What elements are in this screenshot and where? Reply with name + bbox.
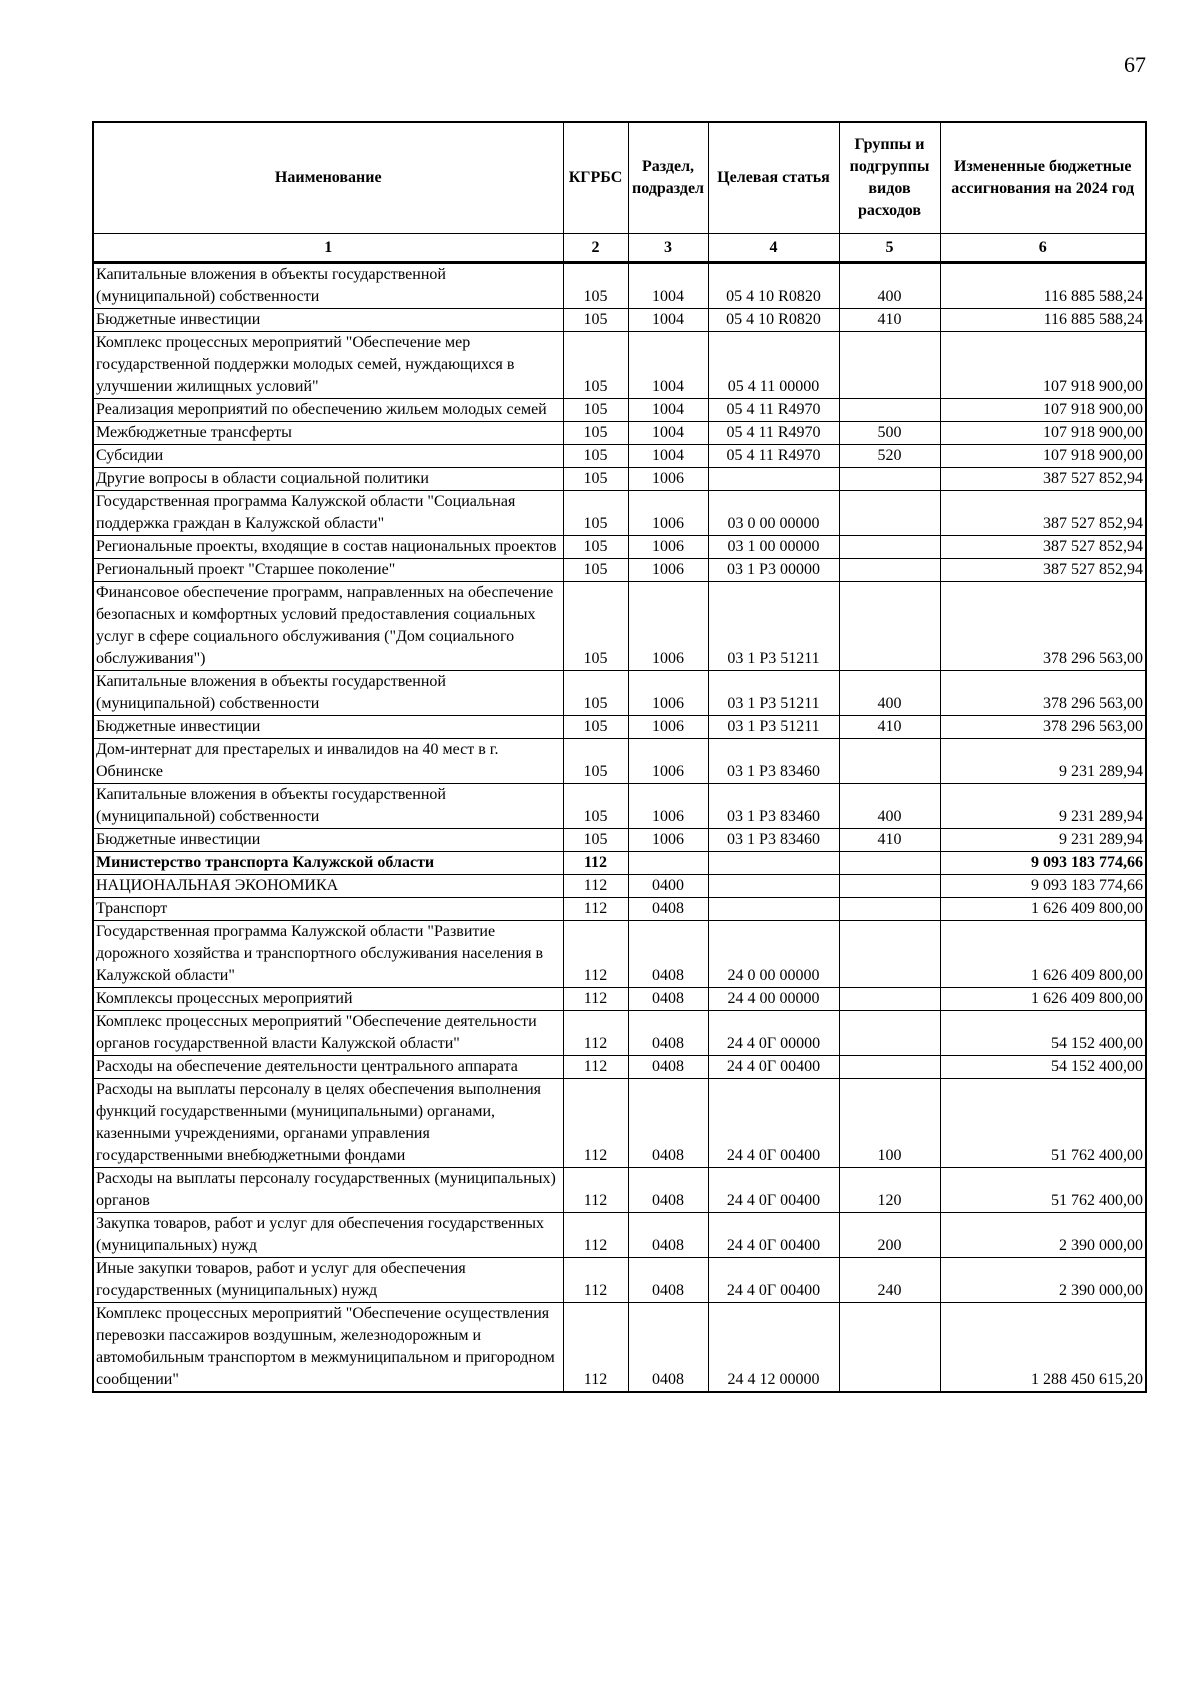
table-row bbox=[93, 988, 1146, 1011]
table-cell-section: 0408 bbox=[628, 988, 708, 1011]
table-cell-kgrbs: 105 bbox=[563, 309, 628, 332]
table-cell-kgrbs: 112 bbox=[563, 1168, 628, 1213]
table-cell-section: 1006 bbox=[628, 716, 708, 739]
table-cell-name: Капитальные вложения в объекты государственной (муниципальной) собственности bbox=[93, 671, 563, 716]
table-cell-group: 410 bbox=[839, 829, 940, 852]
table-cell-section: 1006 bbox=[628, 784, 708, 829]
table-cell-target: 03 1 P3 51211 bbox=[708, 716, 839, 739]
table-cell-target: 24 4 0Г 00400 bbox=[708, 1258, 839, 1303]
table-cell-amount: 107 918 900,00 bbox=[940, 332, 1146, 399]
table-cell-target: 24 4 0Г 00400 bbox=[708, 1168, 839, 1213]
table-cell-section: 1006 bbox=[628, 671, 708, 716]
table-cell-name: Бюджетные инвестиции bbox=[93, 309, 563, 332]
table-cell-group bbox=[839, 332, 940, 399]
table-cell-group bbox=[839, 898, 940, 921]
table-cell-target bbox=[708, 852, 839, 875]
table-row bbox=[93, 263, 1146, 309]
table-cell-section: 1004 bbox=[628, 332, 708, 399]
table-cell-target: 05 4 11 R4970 bbox=[708, 399, 839, 422]
table-cell-amount: 51 762 400,00 bbox=[940, 1168, 1146, 1213]
table-row bbox=[93, 422, 1146, 445]
table-cell-group: 100 bbox=[839, 1079, 940, 1168]
table-cell-name: Комплекс процессных мероприятий "Обеспечение мер государственной поддержки молодых семей, нуждающихся в улучшении жилищных условий" bbox=[93, 332, 563, 399]
header-section: Раздел, подраздел bbox=[628, 122, 708, 234]
table-row bbox=[93, 399, 1146, 422]
column-number: 5 bbox=[839, 234, 940, 263]
table-cell-group bbox=[839, 399, 940, 422]
table-cell-name: Региональные проекты, входящие в состав национальных проектов bbox=[93, 536, 563, 559]
table-cell-target: 03 1 P3 83460 bbox=[708, 739, 839, 784]
table-cell-name: Закупка товаров, работ и услуг для обеспечения государственных (муниципальных) нужд bbox=[93, 1213, 563, 1258]
table-cell-amount: 9 231 289,94 bbox=[940, 784, 1146, 829]
table-cell-name: Государственная программа Калужской области "Развитие дорожного хозяйства и транспортного обслуживания населения в Калужской области" bbox=[93, 921, 563, 988]
table-row bbox=[93, 1258, 1146, 1303]
table-row bbox=[93, 332, 1146, 399]
table-cell-group: 400 bbox=[839, 671, 940, 716]
table-cell-target bbox=[708, 468, 839, 491]
header-name: Наименование bbox=[93, 122, 563, 234]
column-number: 4 bbox=[708, 234, 839, 263]
table-cell-name: Субсидии bbox=[93, 445, 563, 468]
table-cell-target bbox=[708, 898, 839, 921]
table-cell-name: Комплекс процессных мероприятий "Обеспечение деятельности органов государственной власти Калужской области" bbox=[93, 1011, 563, 1056]
table-cell-name: Транспорт bbox=[93, 898, 563, 921]
table-cell-name: Капитальные вложения в объекты государственной (муниципальной) собственности bbox=[93, 784, 563, 829]
table-cell-amount: 107 918 900,00 bbox=[940, 399, 1146, 422]
table-cell-kgrbs: 105 bbox=[563, 332, 628, 399]
table-cell-amount: 387 527 852,94 bbox=[940, 491, 1146, 536]
table-cell-group bbox=[839, 1011, 940, 1056]
table-cell-target: 03 0 00 00000 bbox=[708, 491, 839, 536]
table-row bbox=[93, 1011, 1146, 1056]
table-cell-kgrbs: 112 bbox=[563, 988, 628, 1011]
table-cell-amount: 387 527 852,94 bbox=[940, 468, 1146, 491]
table-cell-target: 03 1 P3 51211 bbox=[708, 582, 839, 671]
table-cell-kgrbs: 105 bbox=[563, 784, 628, 829]
table-cell-target: 24 4 12 00000 bbox=[708, 1303, 839, 1393]
table-row bbox=[93, 468, 1146, 491]
table-cell-name: Государственная программа Калужской области "Социальная поддержка граждан в Калужской области" bbox=[93, 491, 563, 536]
table-cell-group: 120 bbox=[839, 1168, 940, 1213]
table-row bbox=[93, 921, 1146, 988]
table-row bbox=[93, 491, 1146, 536]
table-cell-kgrbs: 105 bbox=[563, 399, 628, 422]
table-cell-section: 1006 bbox=[628, 829, 708, 852]
table-cell-target: 24 4 0Г 00400 bbox=[708, 1056, 839, 1079]
header-target: Целевая статья bbox=[708, 122, 839, 234]
table-cell-target: 24 0 00 00000 bbox=[708, 921, 839, 988]
table-cell-name: Министерство транспорта Калужской области bbox=[93, 852, 563, 875]
table-cell-target: 03 1 P3 83460 bbox=[708, 784, 839, 829]
table-cell-amount: 107 918 900,00 bbox=[940, 445, 1146, 468]
header-groups: Группы и подгруппы видов расходов bbox=[839, 122, 940, 234]
column-number-row bbox=[93, 234, 1146, 263]
table-cell-amount: 54 152 400,00 bbox=[940, 1056, 1146, 1079]
table-cell-amount: 387 527 852,94 bbox=[940, 536, 1146, 559]
table-row bbox=[93, 1168, 1146, 1213]
table-cell-name: НАЦИОНАЛЬНАЯ ЭКОНОМИКА bbox=[93, 875, 563, 898]
table-cell-group bbox=[839, 559, 940, 582]
table-cell-name: Бюджетные инвестиции bbox=[93, 716, 563, 739]
table-cell-section: 0408 bbox=[628, 1258, 708, 1303]
table-cell-amount: 1 626 409 800,00 bbox=[940, 988, 1146, 1011]
table-cell-target: 03 1 P3 83460 bbox=[708, 829, 839, 852]
table-cell-amount: 116 885 588,24 bbox=[940, 309, 1146, 332]
table-cell-target: 03 1 P3 00000 bbox=[708, 559, 839, 582]
table-cell-group bbox=[839, 988, 940, 1011]
table-cell-section: 1004 bbox=[628, 422, 708, 445]
table-cell-section: 1006 bbox=[628, 739, 708, 784]
table-cell-amount: 378 296 563,00 bbox=[940, 582, 1146, 671]
table-cell-kgrbs: 105 bbox=[563, 536, 628, 559]
table-cell-section: 0408 bbox=[628, 1168, 708, 1213]
table-cell-name: Расходы на выплаты персоналу в целях обеспечения выполнения функций государственными (муниципальными) органами, казенными учреждениями, органами управления государственными внебюджетными фондами bbox=[93, 1079, 563, 1168]
header-amount: Измененные бюджетные ассигнования на 2024 год bbox=[940, 122, 1146, 234]
table-cell-amount: 9 231 289,94 bbox=[940, 829, 1146, 852]
table-row bbox=[93, 739, 1146, 784]
table-cell-kgrbs: 112 bbox=[563, 1011, 628, 1056]
table-cell-target: 24 4 0Г 00400 bbox=[708, 1213, 839, 1258]
table-cell-kgrbs: 112 bbox=[563, 1056, 628, 1079]
table-cell-group: 500 bbox=[839, 422, 940, 445]
table-cell-group: 400 bbox=[839, 263, 940, 309]
page-number: 67 bbox=[1124, 52, 1146, 77]
table-cell-amount: 1 288 450 615,20 bbox=[940, 1303, 1146, 1393]
table-cell-target: 03 1 00 00000 bbox=[708, 536, 839, 559]
table-cell-name: Межбюджетные трансферты bbox=[93, 422, 563, 445]
table-cell-amount: 51 762 400,00 bbox=[940, 1079, 1146, 1168]
budget-table bbox=[92, 121, 1147, 1393]
table-row bbox=[93, 536, 1146, 559]
table-cell-section: 0408 bbox=[628, 1011, 708, 1056]
table-cell-amount: 387 527 852,94 bbox=[940, 559, 1146, 582]
table-cell-group bbox=[839, 582, 940, 671]
table-cell-group bbox=[839, 491, 940, 536]
table-cell-target: 05 4 10 R0820 bbox=[708, 263, 839, 309]
table-row bbox=[93, 1056, 1146, 1079]
table-cell-kgrbs: 112 bbox=[563, 852, 628, 875]
table-cell-kgrbs: 105 bbox=[563, 422, 628, 445]
table-cell-target: 24 4 0Г 00400 bbox=[708, 1079, 839, 1168]
table-cell-amount: 9 093 183 774,66 bbox=[940, 875, 1146, 898]
table-cell-section: 0408 bbox=[628, 1303, 708, 1393]
table-row bbox=[93, 309, 1146, 332]
table-cell-kgrbs: 105 bbox=[563, 445, 628, 468]
table-cell-kgrbs: 105 bbox=[563, 559, 628, 582]
table-cell-name: Другие вопросы в области социальной политики bbox=[93, 468, 563, 491]
table-cell-target: 05 4 11 00000 bbox=[708, 332, 839, 399]
table-cell-kgrbs: 105 bbox=[563, 671, 628, 716]
table-cell-group bbox=[839, 536, 940, 559]
table-cell-kgrbs: 112 bbox=[563, 1079, 628, 1168]
table-cell-kgrbs: 105 bbox=[563, 468, 628, 491]
table-cell-kgrbs: 112 bbox=[563, 1258, 628, 1303]
table-cell-kgrbs: 105 bbox=[563, 739, 628, 784]
table-cell-section: 1004 bbox=[628, 445, 708, 468]
table-cell-group: 400 bbox=[839, 784, 940, 829]
table-row bbox=[93, 559, 1146, 582]
header-kgrbs: КГРБС bbox=[563, 122, 628, 234]
table-row bbox=[93, 829, 1146, 852]
table-cell-target: 24 4 00 00000 bbox=[708, 988, 839, 1011]
table-cell-name: Дом-интернат для престарелых и инвалидов на 40 мест в г. Обнинске bbox=[93, 739, 563, 784]
table-cell-kgrbs: 112 bbox=[563, 1213, 628, 1258]
table-cell-group bbox=[839, 1056, 940, 1079]
table-cell-section: 1006 bbox=[628, 536, 708, 559]
table-cell-amount: 9 231 289,94 bbox=[940, 739, 1146, 784]
column-number: 1 bbox=[93, 234, 563, 263]
table-cell-target: 03 1 P3 51211 bbox=[708, 671, 839, 716]
table-cell-name: Расходы на выплаты персоналу государственных (муниципальных) органов bbox=[93, 1168, 563, 1213]
table-cell-section: 1004 bbox=[628, 399, 708, 422]
table-cell-kgrbs: 105 bbox=[563, 491, 628, 536]
table-cell-section: 1006 bbox=[628, 468, 708, 491]
table-cell-section: 0408 bbox=[628, 1056, 708, 1079]
column-number: 3 bbox=[628, 234, 708, 263]
table-cell-kgrbs: 105 bbox=[563, 263, 628, 309]
table-row bbox=[93, 898, 1146, 921]
table-cell-group bbox=[839, 468, 940, 491]
table-cell-group: 410 bbox=[839, 309, 940, 332]
table-cell-section: 1004 bbox=[628, 263, 708, 309]
table-cell-amount: 116 885 588,24 bbox=[940, 263, 1146, 309]
table-cell-section: 0400 bbox=[628, 875, 708, 898]
table-cell-amount: 1 626 409 800,00 bbox=[940, 898, 1146, 921]
table-cell-name: Иные закупки товаров, работ и услуг для обеспечения государственных (муниципальных) нужд bbox=[93, 1258, 563, 1303]
table-cell-kgrbs: 105 bbox=[563, 829, 628, 852]
table-cell-name: Расходы на обеспечение деятельности центрального аппарата bbox=[93, 1056, 563, 1079]
table-cell-target: 05 4 10 R0820 bbox=[708, 309, 839, 332]
table-cell-name: Региональный проект "Старшее поколение" bbox=[93, 559, 563, 582]
table-cell-section: 0408 bbox=[628, 921, 708, 988]
column-number: 6 bbox=[940, 234, 1146, 263]
table-cell-group bbox=[839, 921, 940, 988]
table-cell-amount: 54 152 400,00 bbox=[940, 1011, 1146, 1056]
table-cell-name: Финансовое обеспечение программ, направленных на обеспечение безопасных и комфортных условий предоставления социальных услуг в сфере социального обслуживания ("Дом социального обслуживания") bbox=[93, 582, 563, 671]
table-cell-name: Бюджетные инвестиции bbox=[93, 829, 563, 852]
table-cell-kgrbs: 105 bbox=[563, 716, 628, 739]
table-row bbox=[93, 875, 1146, 898]
table-row bbox=[93, 671, 1146, 716]
table-row bbox=[93, 445, 1146, 468]
table-cell-section: 1006 bbox=[628, 491, 708, 536]
table-cell-amount: 9 093 183 774,66 bbox=[940, 852, 1146, 875]
table-cell-target: 05 4 11 R4970 bbox=[708, 445, 839, 468]
table-cell-kgrbs: 112 bbox=[563, 898, 628, 921]
table-cell-name: Реализация мероприятий по обеспечению жильем молодых семей bbox=[93, 399, 563, 422]
table-row bbox=[93, 1213, 1146, 1258]
table-cell-amount: 378 296 563,00 bbox=[940, 671, 1146, 716]
table-cell-amount: 378 296 563,00 bbox=[940, 716, 1146, 739]
table-cell-group bbox=[839, 875, 940, 898]
table-cell-amount: 2 390 000,00 bbox=[940, 1213, 1146, 1258]
table-row bbox=[93, 716, 1146, 739]
table-cell-section: 0408 bbox=[628, 898, 708, 921]
table-cell-section: 0408 bbox=[628, 1079, 708, 1168]
table-cell-group bbox=[839, 852, 940, 875]
table-cell-name: Комплекс процессных мероприятий "Обеспечение осуществления перевозки пассажиров воздушным, железнодорожным и автомобильным транспортом в межмуниципальном и пригородном сообщении" bbox=[93, 1303, 563, 1393]
table-row bbox=[93, 1303, 1146, 1393]
table-cell-group: 410 bbox=[839, 716, 940, 739]
table-row bbox=[93, 784, 1146, 829]
header-row bbox=[93, 122, 1146, 234]
table-cell-group bbox=[839, 1303, 940, 1393]
table-cell-kgrbs: 112 bbox=[563, 1303, 628, 1393]
table-row bbox=[93, 582, 1146, 671]
table-cell-name: Капитальные вложения в объекты государственной (муниципальной) собственности bbox=[93, 263, 563, 309]
table-cell-target bbox=[708, 875, 839, 898]
table-cell-target: 05 4 11 R4970 bbox=[708, 422, 839, 445]
table-cell-section: 1004 bbox=[628, 309, 708, 332]
table-cell-kgrbs: 105 bbox=[563, 582, 628, 671]
table-cell-amount: 107 918 900,00 bbox=[940, 422, 1146, 445]
table-cell-kgrbs: 112 bbox=[563, 875, 628, 898]
table-cell-group bbox=[839, 739, 940, 784]
table-cell-section bbox=[628, 852, 708, 875]
table-cell-group: 520 bbox=[839, 445, 940, 468]
table-cell-target: 24 4 0Г 00000 bbox=[708, 1011, 839, 1056]
table-cell-group: 200 bbox=[839, 1213, 940, 1258]
table-cell-group: 240 bbox=[839, 1258, 940, 1303]
table-cell-section: 0408 bbox=[628, 1213, 708, 1258]
table-cell-section: 1006 bbox=[628, 559, 708, 582]
column-number: 2 bbox=[563, 234, 628, 263]
table-row bbox=[93, 852, 1146, 875]
table-cell-section: 1006 bbox=[628, 582, 708, 671]
table-cell-name: Комплексы процессных мероприятий bbox=[93, 988, 563, 1011]
table-cell-kgrbs: 112 bbox=[563, 921, 628, 988]
table-cell-amount: 2 390 000,00 bbox=[940, 1258, 1146, 1303]
table-cell-amount: 1 626 409 800,00 bbox=[940, 921, 1146, 988]
table-row bbox=[93, 1079, 1146, 1168]
